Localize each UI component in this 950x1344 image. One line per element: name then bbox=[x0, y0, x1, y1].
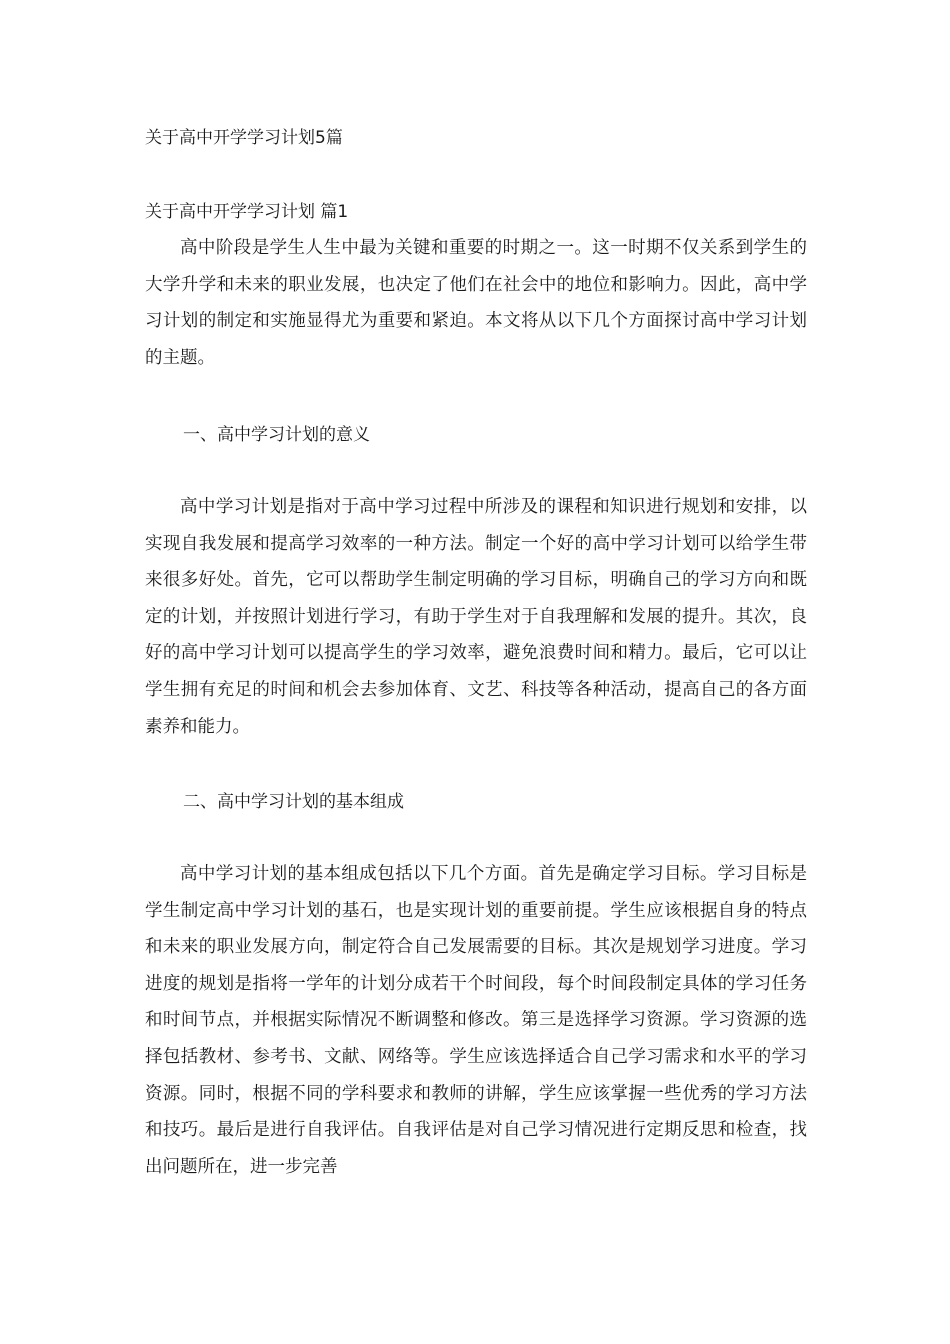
section-heading-meaning: 一、高中学习计划的意义 bbox=[183, 425, 370, 445]
section-subtitle: 关于高中开学学习计划 篇1 bbox=[145, 202, 349, 222]
meaning-paragraph: 高中学习计划是指对于高中学习过程中所涉及的课程和知识进行规划和安排，以实现自我发展和提高学习效率的一种方法。制定一个好的高中学习计划可以给学生带来很多好处。首先，它可以帮助学生制定明确的学习目标，明确自己的学习方向和既定的计划，并按照计划进行学习，有助于学生对于自我理解和发展的提升。其次，良好的高中学习计划可以提高学生的学习效率，避免浪费时间和精力。最后，它可以让学生拥有充足的时间和机会去参加体育、文艺、科技等各种活动，提高自己的各方面素养和能力。 bbox=[145, 497, 807, 737]
composition-paragraph: 高中学习计划的基本组成包括以下几个方面。首先是确定学习目标。学习目标是学生制定高中学习计划的基石，也是实现计划的重要前提。学生应该根据自身的特点和未来的职业发展方向，制定符合自己发展需要的目标。其次是规划学习进度。学习进度的规划是指将一学年的计划分成若干个时间段，每个时间段制定具体的学习任务和时间节点，并根据实际情况不断调整和修改。第三是选择学习资源。学习资源的选择包括教材、参考书、文献、网络等。学生应该选择适合自己学习需求和水平的学习资源。同时，根据不同的学科要求和教师的讲解，学生应该掌握一些优秀的学习方法和技巧。最后是进行自我评估。自我评估是对自己学习情况进行定期反思和检查，找出问题所在，进一步完善 bbox=[145, 864, 807, 1177]
document-title: 关于高中开学学习计划5篇 bbox=[145, 128, 343, 148]
intro-paragraph: 高中阶段是学生人生中最为关键和重要的时期之一。这一时期不仅关系到学生的大学升学和未来的职业发展，也决定了他们在社会中的地位和影响力。因此，高中学习计划的制定和实施显得尤为重要和紧迫。本文将从以下几个方面探讨高中学习计划的主题。 bbox=[145, 238, 807, 368]
section-heading-composition: 二、高中学习计划的基本组成 bbox=[183, 792, 404, 812]
